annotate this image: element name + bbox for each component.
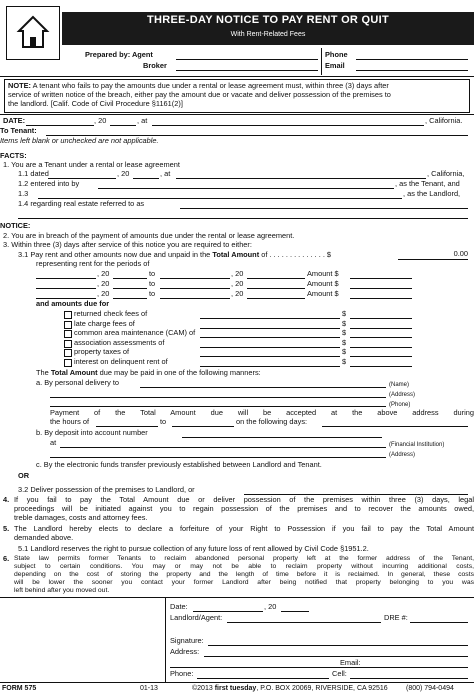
notice-4-line-3: treble damages, costs and attorney fees. <box>14 513 148 522</box>
fee-checkbox[interactable] <box>64 321 72 329</box>
notice-heading: NOTICE: <box>0 221 31 230</box>
period-start-year-field[interactable] <box>113 278 147 279</box>
to-tenant-label: To Tenant: <box>0 126 37 135</box>
sig-email-label: Email: <box>340 658 361 667</box>
address-caption: (Address) <box>389 392 416 398</box>
periods-label: representing rent for the periods of <box>36 259 150 268</box>
notice-5-number: 5. <box>3 524 10 533</box>
sig-phone-label: Phone: <box>170 669 194 678</box>
payment-accepted-line: Payment of the Total Amount due will be accepted at the above address during <box>50 408 474 417</box>
sig-address-field-2[interactable] <box>170 667 468 668</box>
dre-label: DRE #: <box>384 613 408 622</box>
period-amount-field[interactable] <box>350 288 412 289</box>
footer <box>0 682 474 695</box>
bank-field[interactable] <box>60 447 386 448</box>
form-number: FORM 575 <box>2 685 37 692</box>
at-label: , at <box>137 116 148 125</box>
period-end-year-field[interactable] <box>247 278 305 279</box>
fee-label: association assessments of <box>74 337 165 347</box>
property-field[interactable] <box>180 208 468 209</box>
notice-6-line-4: will be lower the sooner you contact your former Landlord after being notified that property belonging to you was <box>14 579 474 586</box>
fee-description-field[interactable] <box>200 328 340 329</box>
fee-amount-field[interactable] <box>350 356 412 357</box>
phone-caption: (Phone) <box>389 402 411 408</box>
date-year-field[interactable] <box>110 125 136 126</box>
period-start-year-label: , 20 <box>97 269 110 278</box>
option-b-label: b. By deposit into account number <box>36 428 148 437</box>
bank-address-field[interactable] <box>50 457 386 458</box>
period-to-label: to <box>149 279 156 288</box>
form-header <box>62 12 474 45</box>
period-end-year-field[interactable] <box>247 288 305 289</box>
fact-1-4-label: 1.4 regarding real estate referred to as <box>18 199 145 208</box>
fee-dollar-sign: $ <box>342 318 347 328</box>
notice-3-1: 3.1 Pay rent and other amounts now due and unpaid in the Total Amount of . . . . . . . . . . . . . . $ <box>18 250 332 259</box>
period-amount-label: Amount $ <box>307 289 339 298</box>
hours-from-field[interactable] <box>96 426 158 427</box>
fee-dollar-sign: $ <box>342 337 347 347</box>
fee-amount-field[interactable] <box>350 366 412 367</box>
period-start-year-field[interactable] <box>113 288 147 289</box>
total-amount-field[interactable] <box>398 259 468 260</box>
email-field[interactable] <box>356 70 468 71</box>
lease-city-field[interactable] <box>176 178 426 179</box>
fee-checkbox[interactable] <box>64 311 72 319</box>
lease-year-label: , 20 <box>117 169 130 178</box>
period-end-year-label: , 20 <box>231 269 244 278</box>
divider <box>0 597 474 598</box>
fee-label: late charge fees of <box>74 318 135 328</box>
period-end-date-field[interactable] <box>160 278 230 279</box>
option-c-label: c. By the electronic funds transfer previously established between Landlord and Tenant. <box>36 460 322 469</box>
notice-3-2: 3.2 Deliver possession of the premises to Landlord, or <box>18 485 195 494</box>
fee-dollar-sign: $ <box>342 357 347 366</box>
fact-1: 1. You are a Tenant under a rental or lease agreement <box>3 160 180 169</box>
house-logo <box>6 6 60 60</box>
fee-description-field[interactable] <box>200 356 340 357</box>
delivery-address-field[interactable] <box>50 397 386 398</box>
fee-dollar-sign: $ <box>342 328 347 338</box>
notice-6-line-1: State law permits former Tenants to reclaim abandoned personal property left at the former address of the Tenant, <box>14 555 474 562</box>
name-caption: (Name) <box>389 382 410 388</box>
phone-label: Phone <box>325 50 348 59</box>
property-field-2[interactable] <box>18 218 468 219</box>
period-end-year-label: , 20 <box>231 279 244 288</box>
fee-dollar-sign: $ <box>342 309 347 318</box>
landlord-agent-label: Landlord/Agent: <box>170 613 223 622</box>
fact-1-3-label: 1.3 <box>18 189 29 198</box>
fee-amount-field[interactable] <box>350 328 412 329</box>
lease-at-label: , at <box>160 169 171 178</box>
notice-5-line-2: demanded above. <box>14 533 74 542</box>
form-title: THREE-DAY NOTICE TO PAY RENT OR QUIT <box>146 14 390 26</box>
footer-phone: (800) 794-0494 <box>406 685 454 692</box>
fee-amount-field[interactable] <box>350 337 412 338</box>
period-start-year-label: , 20 <box>97 289 110 298</box>
fee-label: returned check fees of <box>74 309 148 318</box>
sig-date-field[interactable] <box>193 611 263 612</box>
hours-of-label: the hours of <box>50 417 90 426</box>
signature-divider <box>165 598 166 682</box>
lease-california-label: , California, <box>427 169 465 178</box>
form-subtitle: With Rent-Related Fees <box>230 31 306 38</box>
following-days-label: on the following days: <box>236 417 308 426</box>
notice-5-line-1: The Landlord hereby elects to declare a forfeiture of your Right to Possession if you fail to pay the Total Amount <box>14 524 474 533</box>
period-start-year-field[interactable] <box>113 298 147 299</box>
city-field[interactable] <box>152 125 424 126</box>
notice-3: 3. Within three (3) days after service of this notice you are required to either: <box>3 240 252 249</box>
notice-6-line-5: left behind after you moved out. <box>14 587 110 594</box>
fact-1-2-label: 1.2 entered into by <box>18 179 80 188</box>
period-end-date-field[interactable] <box>160 298 230 299</box>
items-blank-note: Items left blank or unchecked are not applicable. <box>0 136 159 145</box>
prepared-by-label: Prepared by: Agent <box>85 50 153 59</box>
broker-label: Broker <box>143 61 167 70</box>
days-field[interactable] <box>322 426 468 427</box>
notice-4-line-1: If you fail to pay the Total Amount due or deliver possession of the premises within three (3) days, legal <box>14 495 474 504</box>
period-amount-label: Amount $ <box>307 269 339 278</box>
at-bank-label: at <box>50 438 57 447</box>
prepared-divider <box>321 48 322 75</box>
period-to-label: to <box>149 269 156 278</box>
option-a-label: a. By personal delivery to <box>36 378 119 387</box>
fact-1-1-label: 1.1 dated <box>18 169 49 178</box>
divider <box>0 76 474 77</box>
hours-to-label: to <box>160 417 167 426</box>
fee-checkbox[interactable] <box>64 349 72 357</box>
period-end-year-label: , 20 <box>231 289 244 298</box>
delivery-name-field[interactable] <box>140 387 386 388</box>
fee-checkbox[interactable] <box>64 330 72 338</box>
broker-field[interactable] <box>176 70 318 71</box>
date-year-label: , 20 <box>94 116 107 125</box>
note-line-2: service of written notice of the breach, either pay the amount due or vacate and deliver possession of the premises to <box>8 90 391 99</box>
sig-address-field[interactable] <box>204 656 468 657</box>
fee-description-field[interactable] <box>200 337 340 338</box>
fin-inst-caption: (Financial Institution) <box>389 442 445 448</box>
period-amount-label: Amount $ <box>307 279 339 288</box>
delivery-phone-field[interactable] <box>50 406 386 407</box>
period-amount-field[interactable] <box>350 298 412 299</box>
sig-year-label: , 20 <box>264 602 277 611</box>
notice-6-line-3: depending on the cost of storing the property and the length of time before it is reclaimed. In general, these costs <box>14 571 474 578</box>
california-label: , California. <box>425 116 463 125</box>
copyright-line: ©2013 first tuesday, P.O. BOX 20069, RIVERSIDE, CA 92516 <box>192 685 388 692</box>
signature-field[interactable] <box>208 645 468 646</box>
account-number-field[interactable] <box>182 437 382 438</box>
fee-description-field[interactable] <box>200 318 340 319</box>
sig-cell-label: Cell: <box>332 669 347 678</box>
phone-field[interactable] <box>356 59 468 60</box>
period-start-year-label: , 20 <box>97 279 110 288</box>
note-line-1: NOTE: A tenant who fails to pay the amounts due under a rental or lease agreement must, within three (3) days after <box>8 81 389 90</box>
fee-dollar-sign: $ <box>342 347 347 357</box>
email-label: Email <box>325 61 345 70</box>
or-label: OR <box>18 471 30 480</box>
sig-address-label: Address: <box>170 647 200 656</box>
period-end-year-field[interactable] <box>247 298 305 299</box>
notice-6-number: 6. <box>3 554 10 563</box>
period-to-label: to <box>149 289 156 298</box>
sig-phone-field[interactable] <box>197 678 329 679</box>
dre-field[interactable] <box>410 622 468 623</box>
signature-label: Signature: <box>170 636 204 645</box>
facts-heading: FACTS: <box>0 151 27 160</box>
fee-description-field[interactable] <box>200 347 340 348</box>
fee-label: interest on delinquent rent of <box>74 357 168 366</box>
sig-date-label: Date: <box>170 602 188 611</box>
form-date: 01-13 <box>140 685 158 692</box>
notice-5-1: 5.1 Landlord reserves the right to pursue collection of any future loss of rent allowed by Civil Code §1951.2. <box>18 544 369 553</box>
notice-6-line-2: subject to certain conditions. You may or may not be able to reclaim property without incurring additional costs, <box>14 563 474 570</box>
fee-checkbox[interactable] <box>64 359 72 367</box>
period-start-date-field[interactable] <box>36 278 96 279</box>
fee-label: property taxes of <box>74 347 130 357</box>
bank-address-caption: (Address) <box>389 452 416 458</box>
total-manner-line: The Total Amount due may be paid in one of the following manners: <box>36 368 261 377</box>
tenant-name-field[interactable] <box>98 188 394 189</box>
fee-amount-field[interactable] <box>350 318 412 319</box>
prepared-by-agent-field[interactable] <box>176 59 318 60</box>
period-start-date-field[interactable] <box>36 288 96 289</box>
fee-amount-field[interactable] <box>350 347 412 348</box>
divider <box>0 114 474 115</box>
notice-2: 2. You are in breach of the payment of amounts due under the rental or lease agreement. <box>3 231 295 240</box>
note-line-3: the landlord. [Calif. Code of Civil Procedure §1161(2)] <box>8 99 183 108</box>
amounts-due-label: and amounts due for <box>36 299 110 308</box>
sig-year-field[interactable] <box>281 611 309 612</box>
landlord-agent-field[interactable] <box>227 622 381 623</box>
as-tenant-label: , as the Tenant, and <box>395 179 460 188</box>
date-label: DATE: <box>3 116 26 125</box>
period-end-date-field[interactable] <box>160 288 230 289</box>
hours-to-field[interactable] <box>172 426 234 427</box>
sig-cell-field[interactable] <box>350 678 468 679</box>
fee-description-field[interactable] <box>200 366 340 367</box>
fee-checkbox[interactable] <box>64 340 72 348</box>
total-amount-value: 0.00 <box>453 249 468 258</box>
as-landlord-label: , as the Landlord, <box>403 189 461 198</box>
period-amount-field[interactable] <box>350 278 412 279</box>
lease-year-field[interactable] <box>133 178 159 179</box>
notice-4-line-2: proceedings will be initiated against you to regain possession of the premises and to recover the amounts owed, <box>14 504 474 513</box>
fee-label: common area maintenance (CAM) of <box>74 328 196 338</box>
notice-4-number: 4. <box>3 495 10 504</box>
house-icon <box>7 7 59 59</box>
note-box <box>4 79 470 113</box>
